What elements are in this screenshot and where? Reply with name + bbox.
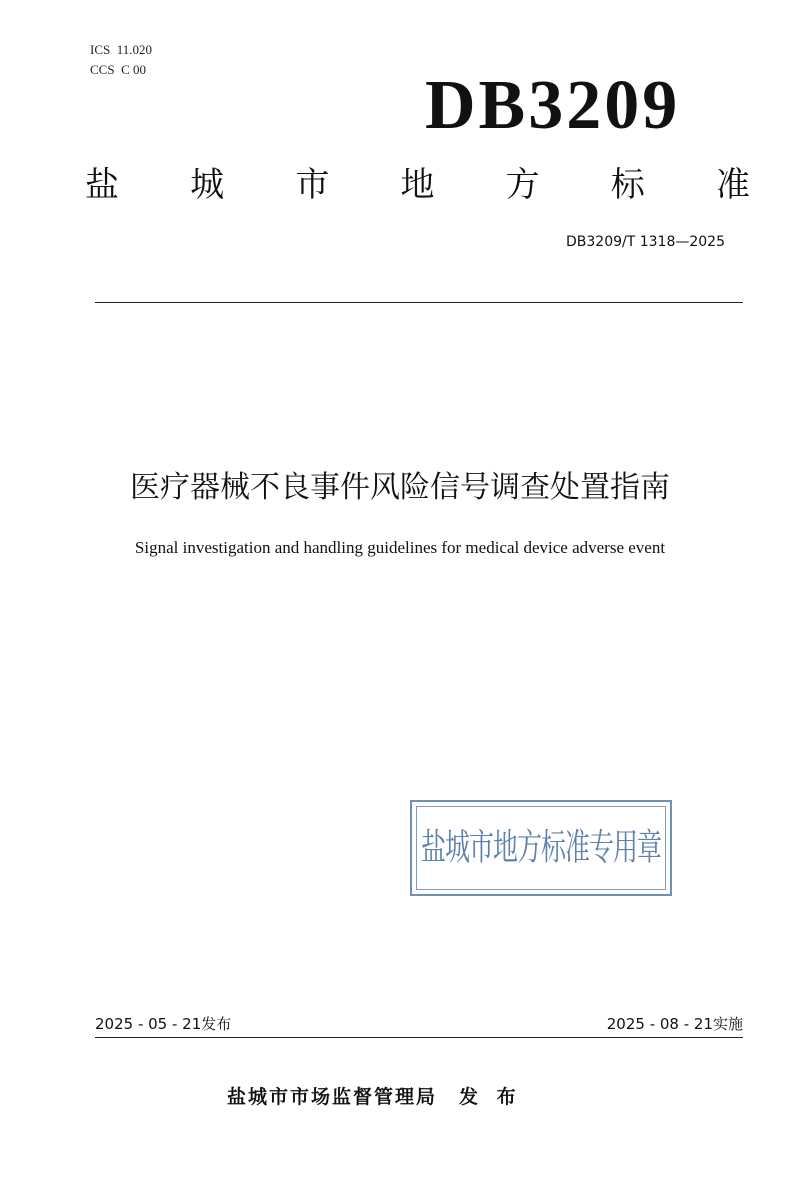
standard-type-char: 标 (610, 165, 645, 205)
classification-codes (90, 40, 152, 80)
publisher-name: 盐城市市场监督管理局 (227, 1086, 438, 1108)
standard-type-char: 城 (190, 165, 225, 205)
footer-divider (95, 1037, 743, 1038)
ccs-code: CCS C 00 (90, 62, 146, 77)
document-title-en: Signal investigation and handling guidelines for medical device adverse event (134, 538, 666, 557)
seal-text: 盐城市地方标准专用章 (420, 826, 661, 869)
document-title-zh: 医疗器械不良事件风险信号调查处置指南 (130, 470, 670, 505)
header-divider (95, 302, 743, 303)
ics-code: ICS 11.020 (90, 42, 152, 57)
standard-type-char: 市 (295, 165, 330, 205)
db-logo: DB3209 (425, 67, 681, 144)
implementation-date: 2025 - 08 - 21实施 (606, 1015, 743, 1033)
standard-type-char: 准 (715, 165, 750, 205)
standard-type-heading (85, 160, 750, 210)
standard-type-char: 盐 (85, 165, 119, 205)
standard-type-char: 方 (505, 165, 540, 205)
official-seal-stamp (410, 800, 672, 896)
standard-number: DB3209/T 1318—2025 (566, 234, 725, 250)
standard-type-char: 地 (400, 165, 435, 205)
publish-word: 发 布 (459, 1086, 522, 1108)
seal-inner-border (416, 806, 666, 890)
publisher-line (227, 1083, 522, 1111)
issue-date: 2025 - 05 - 21发布 (95, 1015, 232, 1033)
